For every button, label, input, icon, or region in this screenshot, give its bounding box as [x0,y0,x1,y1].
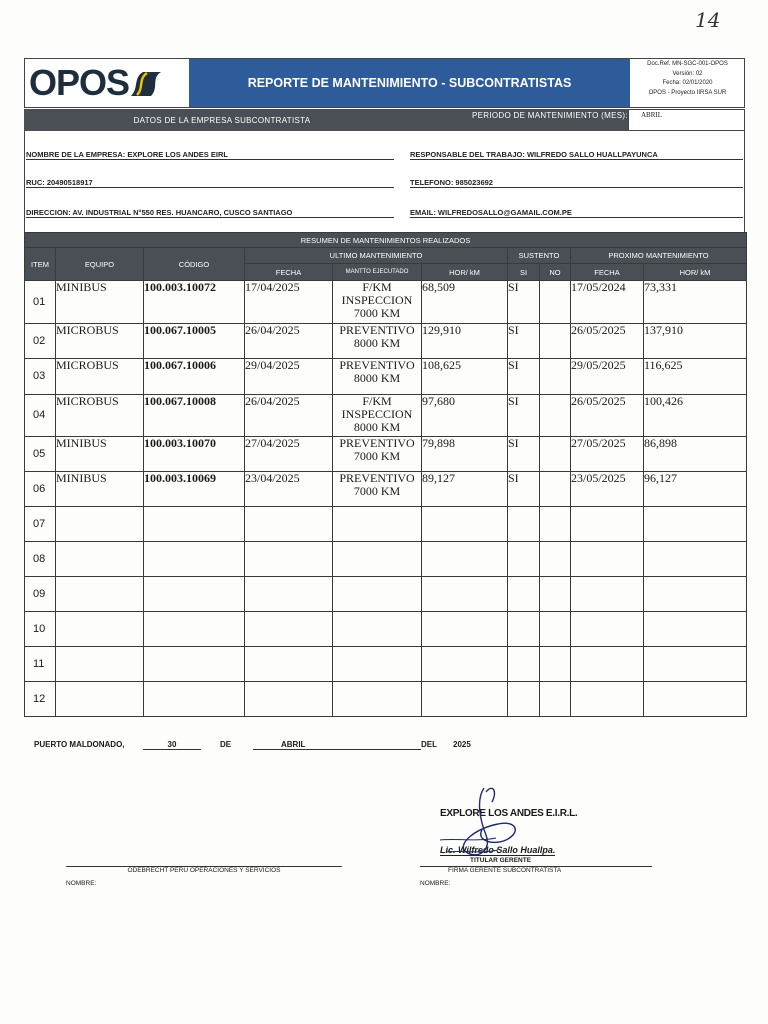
cell-prox-fecha: 27/05/2025 [571,437,644,472]
date-year: 2025 [453,740,471,749]
col-item: ITEM [25,248,56,281]
table-row [25,542,747,577]
cell-equipo: MICROBUS [56,324,144,359]
cell-codigo: 100.003.10069 [144,472,245,507]
cell-prox-fecha [571,647,644,682]
cell-no [540,682,571,717]
cell-equipo: MINIBUS [56,472,144,507]
cell-no [540,281,571,324]
cell-equipo: MINIBUS [56,437,144,472]
group-proximo: PROXIMO MANTENIMIENTO [571,248,747,264]
logo-text: OPOS [29,62,130,103]
cell-no [540,577,571,612]
cell-prox-hor [644,682,747,717]
cell-si: SI [508,359,540,395]
cell-hor [422,542,508,577]
date-day: 30 [143,740,201,750]
cell-item: 01 [25,281,56,324]
cell-prox-hor [644,577,747,612]
table-title: RESUMEN DE MANTENIMIENTOS REALIZADOS [25,233,747,248]
cell-codigo: 100.003.10072 [144,281,245,324]
cell-item: 11 [25,647,56,682]
doc-version: Versión: 02 [672,70,703,77]
cell-hor [422,647,508,682]
company-data-heading: DATOS DE LA EMPRESA SUBCONTRATISTA [24,109,420,131]
cell-fecha [245,507,333,542]
cell-codigo [144,682,245,717]
table-row [25,324,747,359]
cell-no [540,507,571,542]
cell-si [508,542,540,577]
cell-fecha: 23/04/2025 [245,472,333,507]
date-month: ABRIL [253,740,421,750]
cell-prox-hor: 137,910 [644,324,747,359]
cell-item: 12 [25,682,56,717]
sub-hor: HOR/ kM [422,264,508,281]
cell-mantto [333,647,422,682]
cell-mantto [333,507,422,542]
cell-mantto [333,577,422,612]
cell-codigo [144,542,245,577]
cell-mantto: PREVENTIVO 7000 KM [333,437,422,472]
group-ultimo: ULTIMO MANTENIMIENTO [245,248,508,264]
group-sustento: SUSTENTO [508,248,571,264]
cell-si [508,507,540,542]
cell-equipo: MINIBUS [56,281,144,324]
cell-item: 06 [25,472,56,507]
sub-hor2: HOR/ kM [644,264,747,281]
cell-no [540,472,571,507]
cell-fecha [245,542,333,577]
cell-prox-fecha: 29/05/2025 [571,359,644,395]
cell-item: 10 [25,612,56,647]
stamp-name: Lic. Wilfredo Sallo Huallpa. [440,845,556,855]
cell-item: 07 [25,507,56,542]
cell-si: SI [508,324,540,359]
stamp-role: TITULAR GERENTE [470,857,532,864]
cell-mantto: PREVENTIVO 8000 KM [333,359,422,395]
cell-item: 02 [25,324,56,359]
cell-codigo [144,612,245,647]
cell-fecha: 26/04/2025 [245,395,333,437]
table-row [25,682,747,717]
cell-prox-hor [644,647,747,682]
cell-prox-fecha: 26/05/2025 [571,395,644,437]
cell-fecha [245,647,333,682]
period-label: PERIODO DE MANTENIMIENTO (MES): [420,109,628,131]
cell-codigo: 100.067.10005 [144,324,245,359]
table-row [25,281,747,324]
cell-fecha [245,682,333,717]
maintenance-table [24,232,747,717]
cell-fecha [245,612,333,647]
cell-prox-hor [644,507,747,542]
right-signature-label: FIRMA GERENTE SUBCONTRATISTA [420,866,652,874]
table-row [25,472,747,507]
cell-prox-fecha [571,542,644,577]
cell-si [508,612,540,647]
stamp-company: EXPLORE LOS ANDES E.I.R.L. [440,808,578,819]
report-header [24,58,745,108]
company-name: NOMBRE DE LA EMPRESA: EXPLORE LOS ANDES EIRL [26,150,394,160]
cell-codigo: 100.067.10006 [144,359,245,395]
cell-mantto: PREVENTIVO 8000 KM [333,324,422,359]
place-label: PUERTO MALDONADO, [34,740,125,749]
cell-fecha: 26/04/2025 [245,324,333,359]
cell-codigo: 100.067.10008 [144,395,245,437]
cell-prox-hor: 116,625 [644,359,747,395]
sub-mantto: MANTTO EJECUTADO [333,264,422,281]
cell-hor [422,577,508,612]
cell-prox-hor [644,612,747,647]
cell-codigo [144,647,245,682]
cell-prox-fecha [571,682,644,717]
cell-prox-hor: 100,426 [644,395,747,437]
left-signature-org: ODEBRECHT PERÚ OPERACIONES Y SERVICIOS [66,866,342,874]
cell-fecha [245,577,333,612]
cell-si: SI [508,437,540,472]
cell-hor [422,507,508,542]
cell-si: SI [508,281,540,324]
table-row [25,359,747,395]
table-row [25,612,747,647]
cell-prox-hor: 86,898 [644,437,747,472]
cell-si [508,577,540,612]
email-field: EMAIL: WILFREDOSALLO@GAMAIL.COM.PE [410,208,743,218]
cell-codigo [144,577,245,612]
cell-no [540,324,571,359]
left-nombre: NOMBRE: [66,880,97,887]
cell-no [540,359,571,395]
cell-item: 03 [25,359,56,395]
cell-hor: 129,910 [422,324,508,359]
responsible-person: RESPONSABLE DEL TRABAJO: WILFREDO SALLO HUALLPAYUNCA [410,150,743,160]
cell-fecha: 17/04/2025 [245,281,333,324]
cell-codigo: 100.003.10070 [144,437,245,472]
address-field: DIRECCION: AV. INDUSTRIAL N°550 RES. HUANCARO, CUSCO SANTIAGO [26,208,394,218]
cell-equipo: MICROBUS [56,395,144,437]
col-equipo: EQUIPO [56,248,144,281]
right-nombre: NOMBRE: [420,880,451,887]
cell-fecha: 27/04/2025 [245,437,333,472]
report-title: REPORTE DE MANTENIMIENTO - SUBCONTRATISTAS [189,59,630,107]
cell-hor [422,682,508,717]
cell-hor: 68,509 [422,281,508,324]
sub-fecha: FECHA [245,264,333,281]
sub-si: SI [508,264,540,281]
cell-equipo [56,682,144,717]
cell-item: 04 [25,395,56,437]
cell-equipo [56,542,144,577]
cell-prox-fecha: 17/05/2024 [571,281,644,324]
date-del: DEL [421,740,437,749]
cell-codigo [144,507,245,542]
phone-field: TELEFONO: 985023692 [410,178,743,188]
cell-mantto [333,542,422,577]
page-number: 14 [695,8,721,32]
cell-si: SI [508,395,540,437]
cell-prox-hor: 73,331 [644,281,747,324]
cell-no [540,612,571,647]
cell-hor: 89,127 [422,472,508,507]
cell-hor: 108,625 [422,359,508,395]
table-row [25,395,747,437]
period-value: ABRIL [628,109,745,131]
cell-si [508,682,540,717]
cell-prox-hor [644,542,747,577]
cell-si [508,647,540,682]
table-row [25,437,747,472]
col-codigo: CÓDIGO [144,248,245,281]
cell-prox-fecha [571,507,644,542]
cell-hor: 97,680 [422,395,508,437]
cell-mantto [333,612,422,647]
cell-prox-fecha: 23/05/2025 [571,472,644,507]
sub-fecha2: FECHA [571,264,644,281]
doc-project: OPOS - Proyecto IIRSA SUR [648,89,727,96]
cell-no [540,647,571,682]
cell-item: 08 [25,542,56,577]
doc-date: Fecha: 02/01/2020 [662,80,713,86]
cell-equipo [56,647,144,682]
cell-item: 09 [25,577,56,612]
cell-mantto: PREVENTIVO 7000 KM [333,472,422,507]
cell-equipo [56,507,144,542]
signature-scribble [436,780,546,870]
cell-fecha: 29/04/2025 [245,359,333,395]
cell-no [540,395,571,437]
cell-equipo [56,577,144,612]
cell-mantto: F/KM INSPECCION 8000 KM [333,395,422,437]
opos-logo [25,59,189,107]
cell-no [540,437,571,472]
table-row [25,507,747,542]
table-row [25,647,747,682]
document-info [631,59,744,108]
cell-equipo: MICROBUS [56,359,144,395]
cell-prox-hor: 96,127 [644,472,747,507]
table-row [25,577,747,612]
ruc-field: RUC: 20490518917 [26,178,394,188]
cell-si: SI [508,472,540,507]
road-logo-icon [129,68,163,98]
cell-hor [422,612,508,647]
cell-prox-fecha [571,577,644,612]
doc-ref: Doc.Ref. MN-SGC-001-OPOS [647,61,728,67]
cell-prox-fecha: 26/05/2025 [571,324,644,359]
cell-no [540,542,571,577]
cell-item: 05 [25,437,56,472]
sub-no: NO [540,264,571,281]
cell-hor: 79,898 [422,437,508,472]
cell-prox-fecha [571,612,644,647]
cell-equipo [56,612,144,647]
cell-mantto [333,682,422,717]
date-de: DE [220,740,232,749]
cell-mantto: F/KM INSPECCION 7000 KM [333,281,422,324]
